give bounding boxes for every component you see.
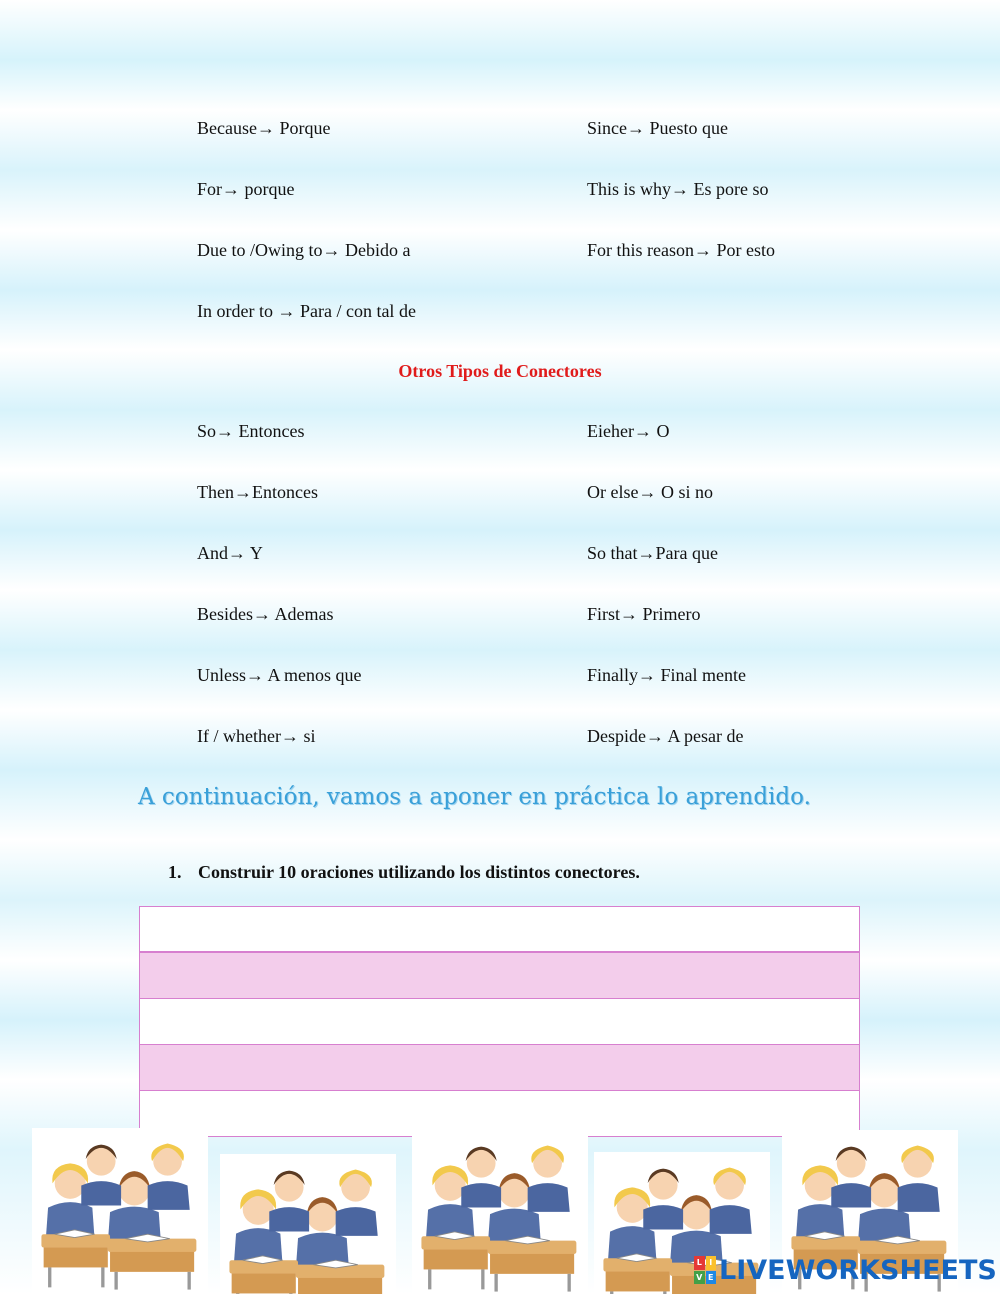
connector-entry: This is why→ Es pore so (587, 179, 769, 199)
section-title: Otros Tipos de Conectores (398, 361, 602, 381)
logo-letter: I (706, 1256, 717, 1270)
connector-entry: So that→Para que (587, 543, 718, 563)
practice-heading: A continuación, vamos a aponer en práctica lo aprendido. (138, 784, 811, 810)
instruction-number: 1. (168, 862, 182, 882)
answer-row[interactable] (140, 953, 859, 999)
connector-entry: Besides→ Ademas (197, 604, 334, 624)
connector-entry: Eieher→ O (587, 421, 670, 441)
connector-entry: Then→Entonces (197, 482, 318, 502)
connector-entry: For→ porque (197, 179, 295, 199)
connector-entry: If / whether→ si (197, 726, 316, 746)
liveworksheets-watermark (694, 1252, 997, 1288)
watermark-text: LIVEWORKSHEETS (719, 1254, 997, 1286)
connector-entry: Or else→ O si no (587, 482, 713, 502)
liveworksheets-logo-icon (694, 1256, 716, 1284)
instruction (168, 862, 640, 883)
kids-illustration (32, 1128, 208, 1294)
logo-letter: L (694, 1256, 705, 1270)
connector-entry: So→ Entonces (197, 421, 305, 441)
answer-table (139, 906, 860, 1137)
connector-entry: Because→ Porque (197, 118, 331, 138)
connector-entry: For this reason→ Por esto (587, 240, 775, 260)
logo-letter: E (706, 1271, 717, 1285)
answer-row[interactable] (140, 1045, 859, 1091)
answer-row[interactable] (140, 907, 859, 953)
connector-entry: In order to → Para / con tal de (197, 301, 416, 321)
connector-entry: First→ Primero (587, 604, 701, 624)
answer-row[interactable] (140, 999, 859, 1045)
logo-letter: V (694, 1271, 705, 1285)
kids-illustration (412, 1130, 588, 1294)
instruction-text: Construir 10 oraciones utilizando los distintos conectores. (198, 862, 640, 882)
connector-entry: Due to /Owing to→ Debido a (197, 240, 411, 260)
connector-entry: Despide→ A pesar de (587, 726, 744, 746)
connector-entry: Since→ Puesto que (587, 118, 728, 138)
kids-illustration (220, 1154, 396, 1294)
connector-entry: Finally→ Final mente (587, 665, 746, 685)
connector-entry: And→ Y (197, 543, 263, 563)
connector-entry: Unless→ A menos que (197, 665, 362, 685)
